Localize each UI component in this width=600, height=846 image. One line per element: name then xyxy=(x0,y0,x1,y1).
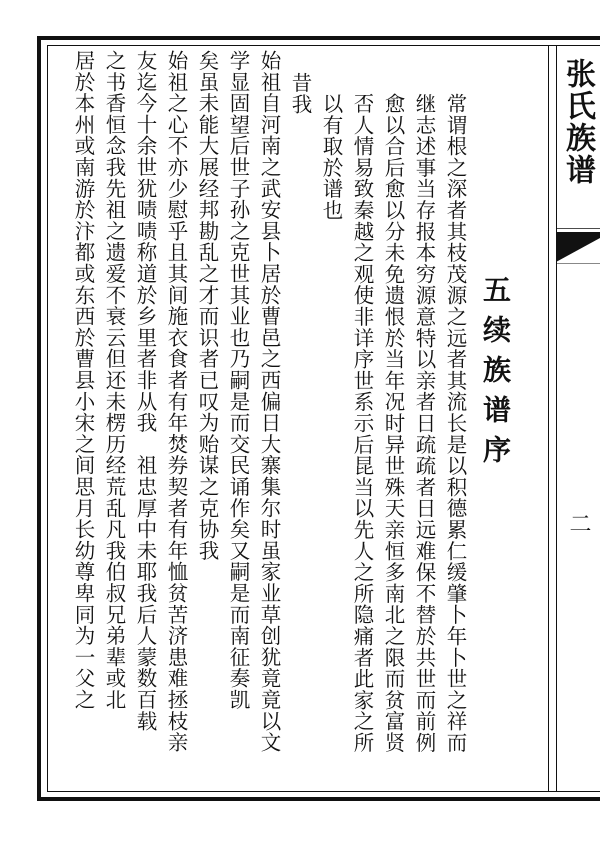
section-title: 五续族谱序 xyxy=(479,275,512,475)
text-column: 矣虽未能大展经邦勘乱之才而识者已叹为贻谋之克协我 xyxy=(195,50,219,562)
text-column: 否人情易致秦越之观使非详序世系示后昆当以先人之所隐痛者此家之所 xyxy=(350,93,374,754)
fish-tail-mark-icon xyxy=(556,228,600,264)
text-column: 居於本州或南游於汴都或东西於曹县小宋之间思月长幼尊卑同为一父之 xyxy=(71,50,95,711)
text-column: 之书香恒念我先祖之遗爱不衰云但还未楞历经荒乱凡我伯叔兄弟辈或北 xyxy=(102,50,126,711)
book-title: 张氏族谱 xyxy=(560,58,595,186)
page-number: 二 xyxy=(566,512,591,534)
text-column: 昔我 xyxy=(288,71,312,115)
text-column: 友迄今十余世犹啧啧称道於乡里者非从我 祖忠厚中未耶我后人蒙数百载 xyxy=(133,50,157,732)
column-spacer xyxy=(520,50,528,790)
text-column: 常谓根之深者其枝茂源之远者其流长是以积德累仁缓肇卜年卜世之祥而 xyxy=(443,93,467,754)
spine-divider-2 xyxy=(556,45,557,792)
text-column: 学显固望后世子孙之克世其业也乃嗣是而交民诵作矣又嗣是而南征奏凯 xyxy=(226,50,250,711)
text-column: 始祖自河南之武安县卜居於曹邑之西偏日大寨集尔时虽家业草创犹竟竟以文 xyxy=(257,50,281,753)
text-column: 继志述事当存报本穷源意特以亲者日疏疏者日远难保不替於共世而前例 xyxy=(412,93,436,754)
text-column: 愈以合后愈以分未免遗恨於当年况时异世殊天亲恒多南北之限而贫富贤 xyxy=(381,93,405,754)
text-columns xyxy=(68,50,528,790)
spine-divider xyxy=(548,45,549,792)
text-column: 以有取於谱也 xyxy=(319,93,343,221)
text-column: 始祖之心不亦少慰乎且其间施衣食者有年焚券契者有年恤贫苦济患难拯枝亲 xyxy=(164,50,188,753)
